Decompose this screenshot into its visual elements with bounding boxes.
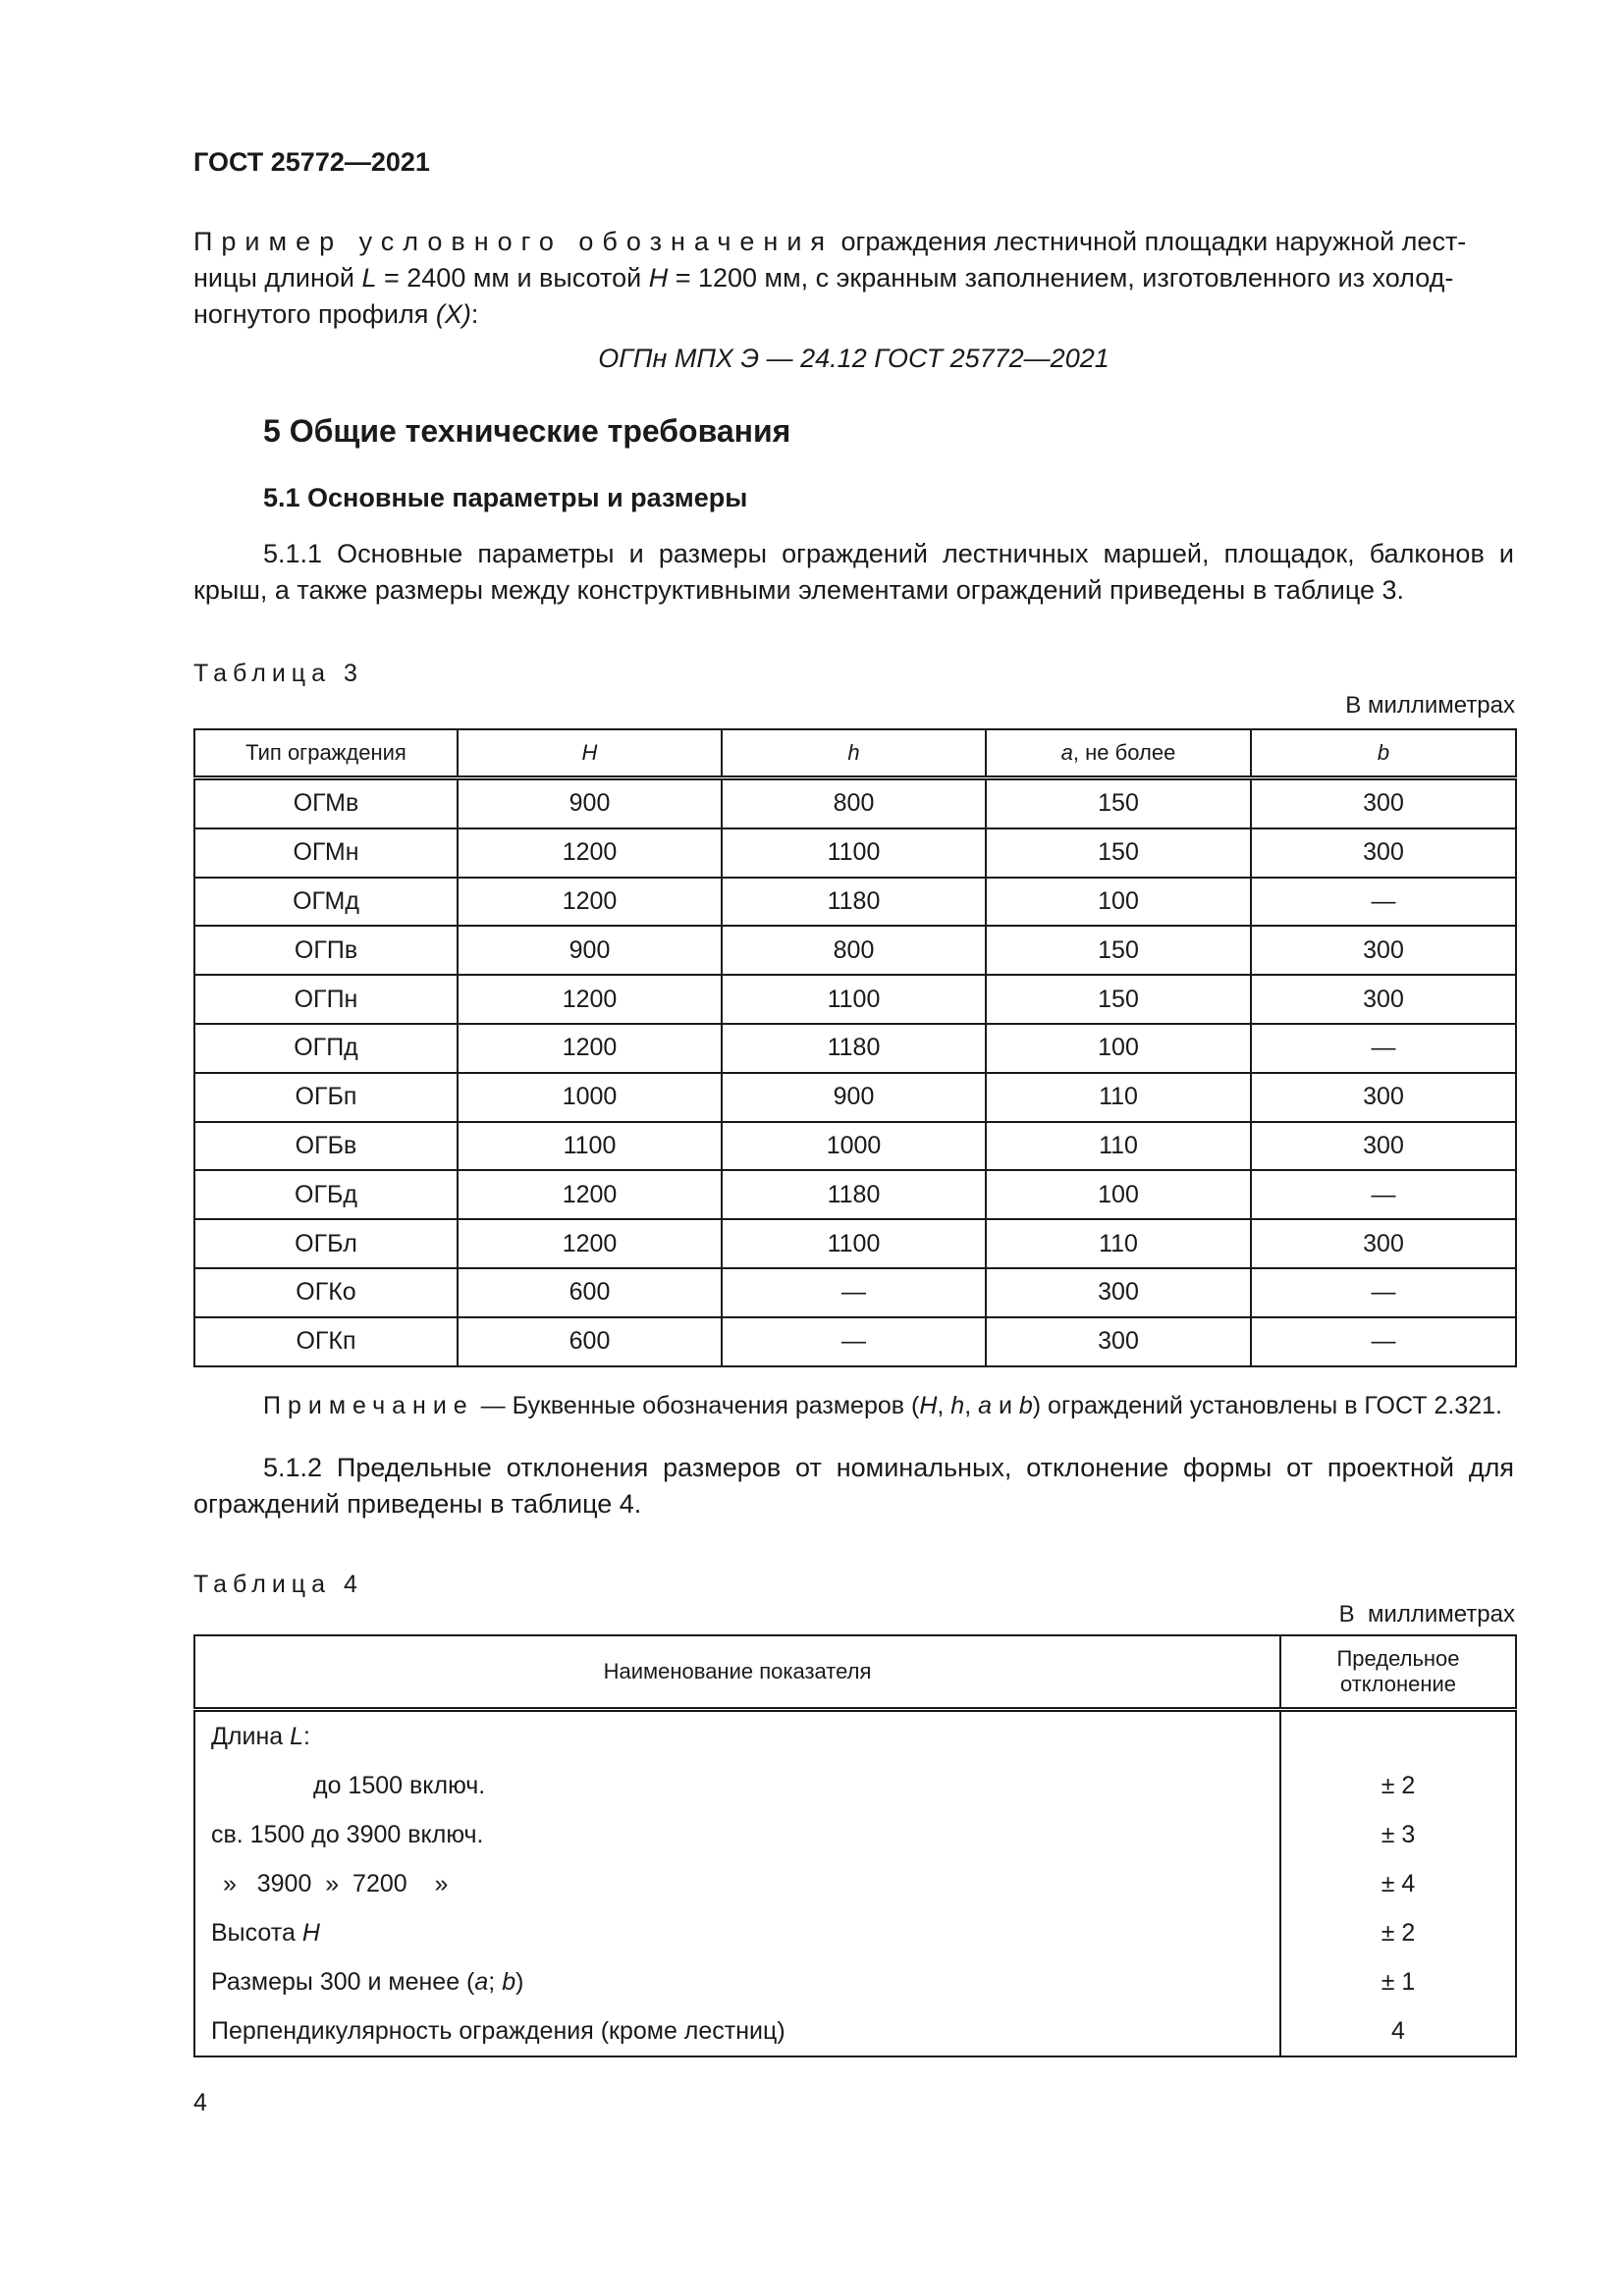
table-3-header-h	[722, 729, 986, 778]
table-3-header-b-label: b	[1377, 740, 1390, 765]
table-cell: ОГБп	[194, 1073, 458, 1122]
document-header: ГОСТ 25772—2021	[193, 147, 430, 177]
table-cell: —	[1251, 1268, 1516, 1317]
row-name-sizes	[194, 1957, 1280, 2006]
paragraph-5-1-1: 5.1.1 Основные параметры и размеры ограждений лестничных маршей, площадок, балконов и крыш, а также размеры между конструктивными элементами ограждений приведены в таблице 3.	[193, 539, 1514, 605]
table-cell: 900	[458, 778, 722, 828]
table-cell: 300	[1251, 1219, 1516, 1268]
table-cell: 1180	[722, 878, 986, 927]
example-line2-a: ницы длиной	[193, 263, 362, 293]
example-line3-a: ногнутого профиля	[193, 299, 436, 329]
table-cell: 900	[722, 1073, 986, 1122]
table-3-units: В миллиметрах	[1345, 692, 1515, 719]
example-designation: ОГПн МПХ Э — 24.12 ГОСТ 25772—2021	[598, 344, 1110, 373]
table-row	[194, 1268, 1516, 1317]
table-cell: ОГБв	[194, 1122, 458, 1171]
table-row	[194, 1317, 1516, 1366]
example-line1: ограждения лестничной площадки наружной лест-	[834, 227, 1467, 256]
length-colon: :	[303, 1722, 310, 1750]
table-cell: 150	[986, 778, 1251, 828]
table-cell: 1200	[458, 828, 722, 878]
table-row	[194, 1024, 1516, 1073]
table-cell: 300	[1251, 1073, 1516, 1122]
table-cell: 300	[1251, 926, 1516, 975]
table-cell: 300	[986, 1317, 1251, 1366]
row-value: ± 1	[1280, 1957, 1516, 2006]
table-cell: 1100	[722, 975, 986, 1024]
table-cell: 600	[458, 1268, 722, 1317]
table-cell: 300	[986, 1268, 1251, 1317]
table-3-header-type: Тип ограждения	[194, 729, 458, 778]
example-line2-c: = 1200 мм, с экранным заполнением, изготовленного из холод-	[668, 263, 1454, 293]
table-row	[194, 1957, 1516, 2006]
table-cell: ОГПд	[194, 1024, 458, 1073]
table-cell: ОГМв	[194, 778, 458, 828]
table-3-header-h-label: h	[847, 740, 860, 765]
table-cell: 150	[986, 828, 1251, 878]
row-value: ± 2	[1280, 1761, 1516, 1810]
row-value: 4	[1280, 2006, 1516, 2056]
section-5-1-title: 5.1 Основные параметры и размеры	[263, 483, 748, 512]
note-text-2: ) ограждений установлены в ГОСТ 2.321.	[1032, 1392, 1502, 1419]
table-cell: 800	[722, 926, 986, 975]
example-line3-b: :	[470, 299, 479, 329]
row-value: ± 2	[1280, 1908, 1516, 1957]
length-label-cell	[194, 1710, 1280, 1762]
section-5-title: 5 Общие технические требования	[263, 413, 791, 449]
table-4-caption: Таблица 4	[193, 1571, 363, 1598]
table-cell: ОГКп	[194, 1317, 458, 1366]
table-cell: 100	[986, 1170, 1251, 1219]
table-cell: ОГБд	[194, 1170, 458, 1219]
table-cell: —	[1251, 1024, 1516, 1073]
table-cell: 300	[1251, 975, 1516, 1024]
example-var-H: H	[648, 263, 669, 293]
table-row	[194, 926, 1516, 975]
table-row	[194, 828, 1516, 878]
example-line2-b: = 2400 мм и высотой	[376, 263, 649, 293]
sizes-label: Размеры 300 и менее (	[211, 1967, 475, 1996]
table-row	[194, 1761, 1516, 1810]
table-cell: 1180	[722, 1170, 986, 1219]
table-cell: 100	[986, 1024, 1251, 1073]
row-name: » 3900 » 7200 »	[194, 1859, 1280, 1908]
note-var-H: H	[919, 1392, 938, 1419]
height-var-H: H	[301, 1918, 320, 1947]
row-name: до 1500 включ.	[194, 1761, 1280, 1810]
table-cell: —	[722, 1268, 986, 1317]
height-label: Высота	[211, 1918, 302, 1947]
table-cell: 1000	[458, 1073, 722, 1122]
table-4-header-deviation-line1: Предельное	[1336, 1646, 1460, 1671]
table-3-header-row	[194, 729, 1516, 778]
row-name: св. 1500 до 3900 включ.	[194, 1810, 1280, 1859]
table-row	[194, 778, 1516, 828]
table-row	[194, 1908, 1516, 1957]
note-var-a: a	[978, 1392, 993, 1419]
table-cell: 1100	[722, 828, 986, 878]
table-row	[194, 1859, 1516, 1908]
table-cell: ОГМд	[194, 878, 458, 927]
table-cell: —	[1251, 1317, 1516, 1366]
table-cell: 1000	[722, 1122, 986, 1171]
table-cell: ОГКо	[194, 1268, 458, 1317]
table-3-caption: Таблица 3	[193, 660, 363, 687]
table-cell: 300	[1251, 778, 1516, 828]
table-3-header-b	[1251, 729, 1516, 778]
row-name: Перпендикулярность ограждения (кроме лестниц)	[194, 2006, 1280, 2056]
table-cell: 800	[722, 778, 986, 828]
row-value: ± 3	[1280, 1810, 1516, 1859]
table-cell: 1180	[722, 1024, 986, 1073]
example-paragraph	[193, 224, 1514, 333]
row-name-height	[194, 1908, 1280, 1957]
table-cell: ОГМн	[194, 828, 458, 878]
table-3-header-a	[986, 729, 1251, 778]
table-cell: —	[1251, 878, 1516, 927]
table-row	[194, 1073, 1516, 1122]
table-cell: 150	[986, 926, 1251, 975]
table-row	[194, 1219, 1516, 1268]
table-cell: 100	[986, 878, 1251, 927]
table-cell: ОГПн	[194, 975, 458, 1024]
paragraph-5-1-2: 5.1.2 Предельные отклонения размеров от номинальных, отклонение формы от проектной для ограждений приведены в таблице 4.	[193, 1453, 1514, 1519]
sizes-var-b: b	[502, 1967, 516, 1996]
page-number: 4	[193, 2089, 207, 2116]
note-var-h: h	[950, 1392, 965, 1419]
table-row	[194, 2006, 1516, 2056]
example-var-L: L	[361, 263, 377, 293]
table-cell: 1200	[458, 1024, 722, 1073]
length-var-L: L	[290, 1722, 304, 1750]
table-3-header-a-suffix: , не более	[1072, 740, 1176, 765]
note-text-1: — Буквенные обозначения размеров (	[473, 1392, 920, 1419]
table-cell: 110	[986, 1219, 1251, 1268]
table-cell: —	[722, 1317, 986, 1366]
note-comma-2: ,	[964, 1392, 979, 1419]
table-cell: 900	[458, 926, 722, 975]
table-cell: ОГПв	[194, 926, 458, 975]
table-cell: 150	[986, 975, 1251, 1024]
table-cell: 1100	[458, 1122, 722, 1171]
table-4-header-name: Наименование показателя	[194, 1635, 1280, 1710]
row-value: ± 4	[1280, 1859, 1516, 1908]
table-cell: —	[1251, 1170, 1516, 1219]
table-cell: 300	[1251, 828, 1516, 878]
table-row	[194, 1170, 1516, 1219]
table-row	[194, 975, 1516, 1024]
table-cell: 1100	[722, 1219, 986, 1268]
table-row	[194, 878, 1516, 927]
table-cell: ОГБл	[194, 1219, 458, 1268]
table-cell: 1200	[458, 878, 722, 927]
example-var-X: (X)	[435, 299, 471, 329]
table-4-header-row	[194, 1635, 1516, 1710]
table-4-header-deviation-line2: отклонение	[1339, 1672, 1457, 1696]
note-comma-1: ,	[937, 1392, 951, 1419]
sizes-var-a: a	[474, 1967, 489, 1996]
table-cell: 1200	[458, 1170, 722, 1219]
table-row	[194, 1810, 1516, 1859]
sizes-sep: ;	[488, 1967, 503, 1996]
example-spaced-lead: Пример условного обозначения	[193, 227, 835, 256]
table-cell: 110	[986, 1122, 1251, 1171]
table-4-header-deviation	[1280, 1635, 1516, 1710]
sizes-close: )	[515, 1967, 524, 1996]
table-4-units: В миллиметрах	[1338, 1601, 1515, 1628]
table-3-header-H	[458, 729, 722, 778]
table-4	[193, 1634, 1517, 2057]
table-row	[194, 1122, 1516, 1171]
length-empty-cell	[1280, 1710, 1516, 1762]
length-label: Длина	[211, 1722, 291, 1750]
note-lead: Примечание	[263, 1392, 474, 1419]
table-row	[194, 1710, 1516, 1762]
table-3-note	[263, 1392, 1502, 1420]
note-var-b: b	[1018, 1392, 1033, 1419]
table-cell: 110	[986, 1073, 1251, 1122]
table-3-header-a-var: a	[1060, 740, 1073, 765]
table-cell: 1200	[458, 1219, 722, 1268]
table-cell: 1200	[458, 975, 722, 1024]
table-cell: 300	[1251, 1122, 1516, 1171]
table-cell: 600	[458, 1317, 722, 1366]
note-and: и	[992, 1392, 1019, 1419]
table-3-header-H-label: H	[581, 740, 598, 765]
table-3	[193, 728, 1517, 1367]
